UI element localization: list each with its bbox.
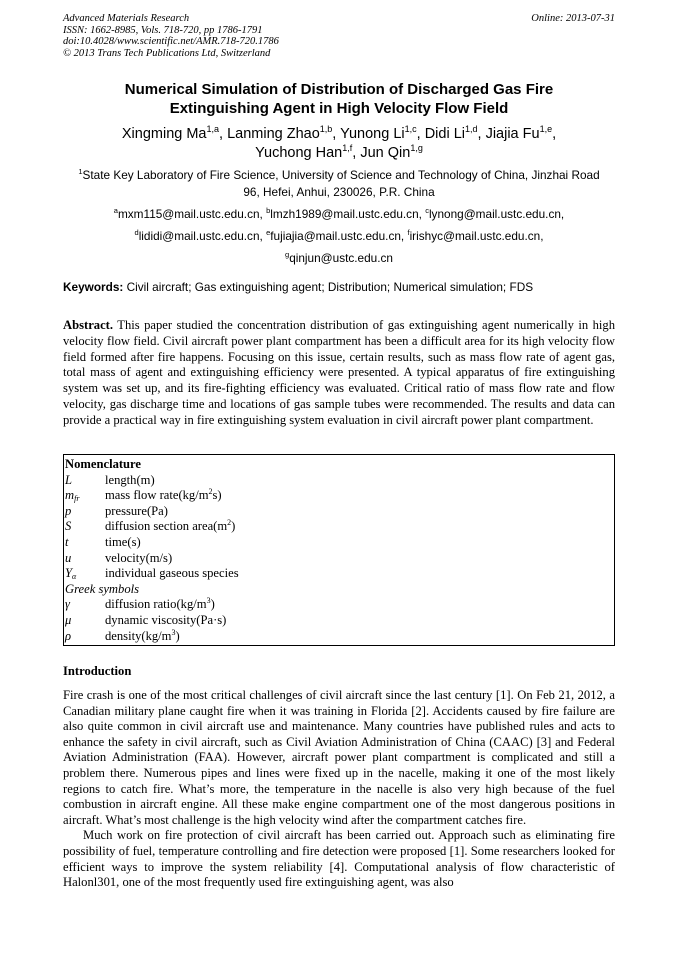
- nomenclature-box: [63, 454, 615, 646]
- author: Yuchong Han$^{1,f}$,: [255, 143, 361, 161]
- nomenclature-row: $m_{fr}$ mass flow $rate(kg/m^2s)$: [65, 487, 222, 504]
- nomenclature-row: u velocity(m/s): [65, 550, 173, 565]
- affiliation: $^1$State Key Laboratory of Fire Science, University of Science and Technology of China, Jinzhai Road 96, Hefei, Anhui, 230026, P.R. China: [78, 167, 600, 199]
- journal-name: Advanced Materials Research: [63, 13, 190, 24]
- nomenclature-row: ρ $density(kg/m^3)$: [65, 627, 180, 643]
- email[interactable]: $^d$lididi@mail.ustc.edu.cn,: [134, 228, 263, 243]
- greek-symbols-title: Greek symbols: [65, 581, 140, 596]
- author: Jun Qin$^{1,g}$: [360, 143, 423, 161]
- author: Jiajia Fu$^{1,e}$,: [485, 124, 557, 142]
- email[interactable]: $^f$irishyc@mail.ustc.edu.cn,: [407, 228, 544, 243]
- abstract-text: This paper studied the concentration distribution of gas extinguishing agent numerically in high velocity flow field. Civil aircraft power plant compartment has been a difficult area for its high velocity flow field formed after fire happens. Focusing on this issue, certain results, such as mass flow rate of agent gas, total mass of agent and extinguishing efficiency were presented. A typical apparatus of fire extinguishing system was set up, and its fire-fighting efficiency was evaluated. Critical ratio of mass flow rate and flow velocity, gas discharge time and locations of gas sample tubes were recommended. The results and data can provide a practical way in fire extinguishing system evaluation in civil aircraft power plant compartment.: [63, 318, 615, 427]
- nomenclature-row: L length(m): [65, 472, 155, 487]
- nomenclature-row: $Y_\alpha$ individual gaseous species: [65, 566, 239, 582]
- author: Yunong Li$^{1,c}$,: [340, 124, 425, 142]
- abstract: [63, 318, 615, 429]
- email-list: [63, 203, 615, 269]
- paragraph: Fire crash is one of the most critical challenges of civil aircraft since the last century [1]. On Feb 21, 2012, a Canadian military plane caught fire when it was training in Florida [2]. Accidents caused by fire failure are also quite common in civil aircraft use and maintenance. Many countries have published rules and acts to enhance the safety in civil aircraft, such as Civil Aviation Administration of China (CAAC) [3] and Federal Aviation Administration (FAA). However, aircraft power plant compartment is complicated and still a problem there. Numerous pipes and lines were fixed up in the nacelle, making it one of the most likely regions to catch fire. What’s more, the temperature in the nacelle is also very high because of the fuel combustion in aircraft engine. All these make engine compartment one of the most dangerous positions in aircraft. What’s most challenge is the high velocity wind after the compartment catches fire.: [63, 688, 615, 827]
- paragraph: Much work on fire protection of civil aircraft has been carried out. Approach such as eliminating fire possibility of fuel, temperature controlling and fire detection were proposed [1]. Some researchers looked for efficient ways to improve the system reliability [4]. Computational analysis of flow characteristic of Halonl301, one of the most frequently used fire extinguishing agent, was also: [63, 828, 615, 890]
- nomenclature-row: t time(s): [65, 535, 141, 549]
- title-line-1: Numerical Simulation of Distribution of Discharged Gas Fire: [124, 81, 554, 98]
- keywords: [63, 280, 615, 295]
- doi[interactable]: doi:10.4028/www.scientific.net/AMR.718-720.1786: [63, 36, 279, 47]
- email[interactable]: $^c$lynong@mail.ustc.edu.cn,: [425, 206, 565, 221]
- email[interactable]: $^e$fujiajia@mail.ustc.edu.cn,: [266, 228, 405, 243]
- author: Xingming Ma$^{1,a}$,: [121, 124, 228, 142]
- journal-header: [63, 13, 615, 59]
- keywords-label: Keywords:: [63, 280, 124, 294]
- email[interactable]: $^a$mxm115@mail.ustc.edu.cn,: [113, 206, 267, 221]
- nomenclature-title: Nomenclature: [65, 457, 142, 471]
- introduction-body: [63, 688, 615, 891]
- author: Lanming Zhao$^{1,b}$,: [227, 124, 341, 142]
- nomenclature-row: μ dynamic viscosity(Pa·s): [65, 613, 227, 627]
- keywords-text: Civil aircraft; Gas extinguishing agent; Distribution; Numerical simulation; FDS: [123, 280, 534, 294]
- email[interactable]: $^g$qinjun@ustc.edu.cn: [285, 250, 393, 265]
- online-date: Online: 2013-07-31: [531, 13, 615, 24]
- title-line-2: Extinguishing Agent in High Velocity Flow Field: [169, 99, 509, 117]
- section-heading-introduction: Introduction: [63, 664, 132, 678]
- nomenclature-row: S diffusion section $area(m^2)$: [65, 518, 236, 534]
- email[interactable]: $^b$lmzh1989@mail.ustc.edu.cn,: [266, 206, 426, 221]
- author-list: [63, 125, 615, 163]
- nomenclature-row: p pressure(Pa): [65, 503, 168, 518]
- abstract-label: Abstract.: [63, 318, 114, 332]
- paper-title: [63, 81, 615, 118]
- nomenclature-row: γ diffusion $ratio(kg/m^3)$: [65, 596, 215, 612]
- author: Didi Li$^{1,d}$,: [424, 124, 486, 142]
- copyright: © 2013 Trans Tech Publications Ltd, Switzerland: [63, 47, 271, 59]
- issn: ISSN: 1662-8985, Vols. 718-720, pp 1786-1791: [63, 24, 263, 36]
